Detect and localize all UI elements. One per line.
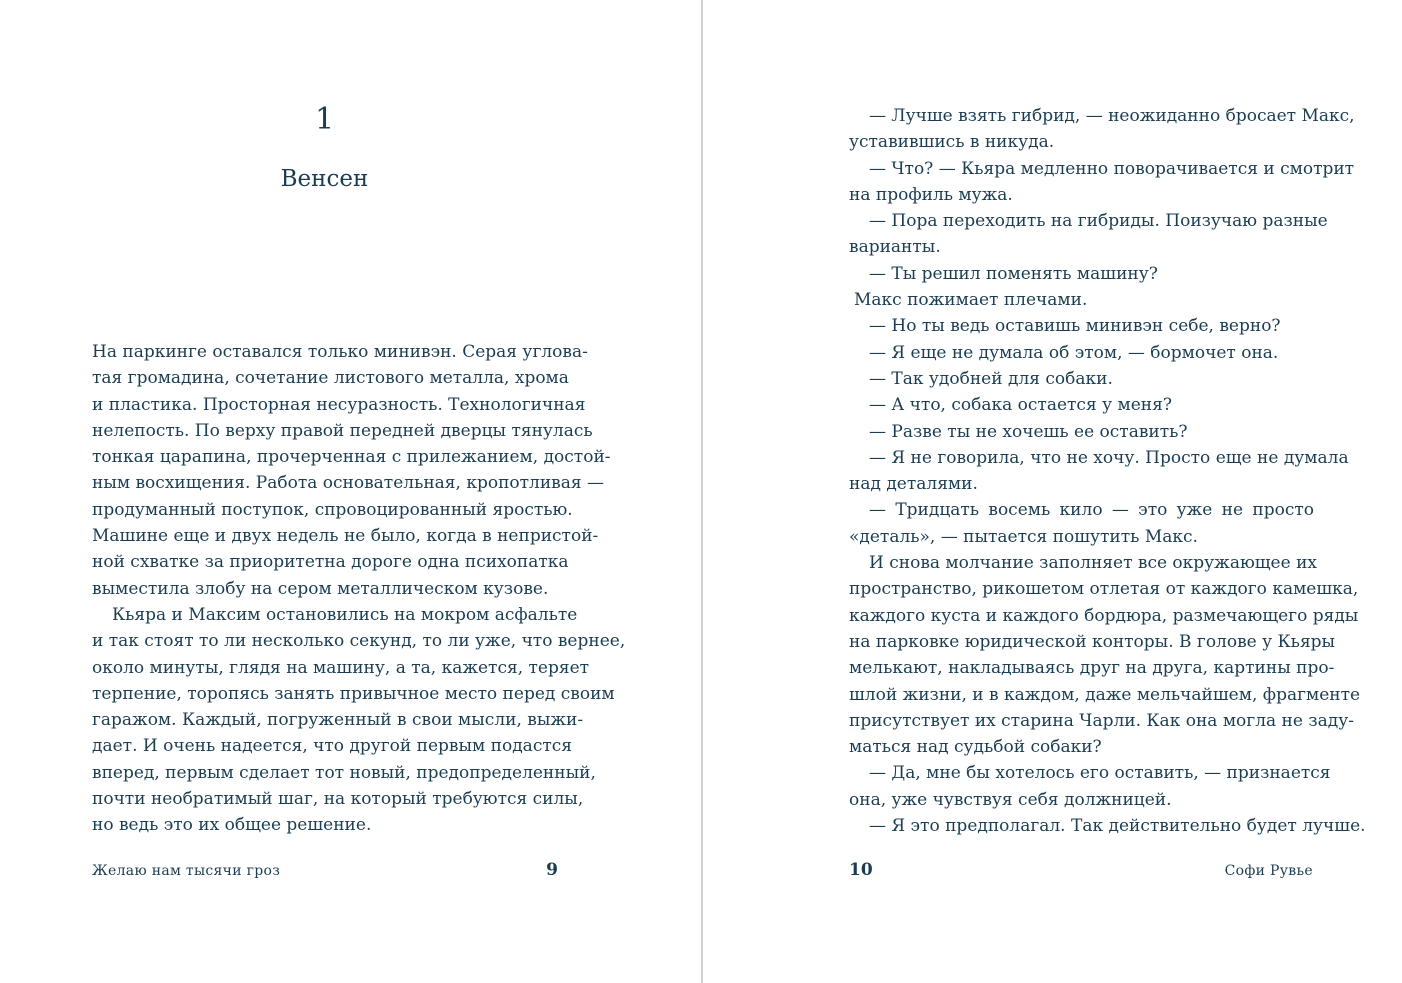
text-line: терпение, торопясь занять привычное место перед своим [92, 683, 615, 704]
text-line: она, уже чувствуя себя должницей. [849, 789, 1172, 810]
text-line: — Что? — Кьяра медленно поворачивается и смотрит [869, 158, 1355, 179]
text-line: дает. И очень надеется, что другой первым подастся [92, 736, 572, 757]
text-line: — Тридцать восемь кило — это уже не просто [869, 500, 1314, 521]
text-line: и так стоят то ли несколько секунд, то ли уже, что вернее, [92, 631, 626, 652]
text-line: продуманный поступок, спровоцированный яростью. [92, 499, 573, 520]
text-line: Машине еще и двух недель не было, когда в непристой- [92, 526, 599, 547]
text-line: — Ты решил поменять машину? [869, 263, 1158, 284]
text-line: — Лучше взять гибрид, — неожиданно бросает Макс, [869, 106, 1355, 126]
text-line: нелепость. По верху правой передней дверцы тянулась [92, 420, 593, 441]
text-line: почти необратимый шаг, на который требуются силы, [92, 789, 584, 810]
text-line: шлой жизни, и в каждом, даже мельчайшем, фрагменте [849, 684, 1361, 705]
text-line: уставившись в никуда. [849, 132, 1055, 153]
text-line: — Но ты ведь оставишь минивэн себе, верно? [869, 316, 1281, 337]
text-line: вперед, первым сделает тот новый, предопределенный, [92, 762, 596, 783]
text-line: — Пора переходить на гибриды. Поизучаю разные [869, 211, 1328, 232]
text-line: варианты. [849, 237, 941, 258]
text-line: и пластика. Просторная несуразность. Технологичная [92, 394, 586, 415]
text-line: Макс пожимает плечами. [854, 290, 1088, 311]
page-number: 9 [546, 860, 558, 880]
text-line: — Да, мне бы хотелось его оставить, — признается [869, 763, 1331, 784]
text-line: — Так удобней для собаки. [869, 368, 1113, 389]
left-page-text [92, 339, 626, 839]
text-line: Кьяра и Максим остановились на мокром асфальте [112, 604, 578, 625]
text-line: ной схватке за приоритетна дороге одна психопатка [92, 552, 569, 573]
text-line: На паркинге оставался только минивэн. Серая углова- [92, 342, 588, 362]
text-line: гаражом. Каждый, погруженный в свои мысли, выжи- [92, 710, 584, 731]
text-line: над деталями. [849, 474, 978, 495]
text-line: «деталь», — пытается пошутить Макс. [849, 526, 1198, 547]
text-line: — А что, собака остается у меня? [869, 395, 1172, 416]
text-line: около минуты, глядя на машину, а та, кажется, теряет [92, 657, 590, 678]
text-line: — Я это предполагал. Так действительно будет лучше. [869, 816, 1366, 837]
text-line: — Я еще не думала об этом, — бормочет она. [869, 342, 1279, 363]
text-line: И снова молчание заполняет все окружающее их [869, 553, 1318, 574]
page-number: 10 [849, 860, 873, 880]
text-line: — Разве ты не хочешь ее оставить? [869, 421, 1188, 442]
text-line: тонкая царапина, прочерченная с прилежанием, достой- [92, 447, 611, 468]
text-line: мелькают, накладываясь друг на друга, картины про- [849, 658, 1335, 679]
running-footer-author: Софи Рувье [1224, 863, 1313, 879]
text-line: на профиль мужа. [849, 184, 1013, 205]
text-line: выместила злобу на сером металлическом кузове. [92, 578, 549, 599]
text-line: ным восхищения. Работа основательная, кропотливая — [92, 473, 605, 494]
text-line: — Я не говорила, что не хочу. Просто еще не думала [869, 447, 1349, 468]
running-footer-title: Желаю нам тысячи гроз [92, 863, 281, 879]
text-line: каждого куста и каждого бордюра, размечающего ряды [849, 605, 1359, 626]
text-line: пространство, рикошетом отлетая от каждого камешка, [849, 579, 1359, 600]
chapter-title: Венсен [280, 166, 369, 192]
chapter-number: 1 [314, 102, 335, 137]
text-line: но ведь это их общее решение. [92, 815, 372, 836]
right-page [703, 0, 1402, 983]
text-line: тая громадина, сочетание листового металла, хрома [92, 368, 569, 389]
right-page-text [849, 103, 1366, 839]
text-line: маться над судьбой собаки? [849, 737, 1102, 758]
text-line: присутствует их старина Чарли. Как она могла не заду- [849, 710, 1354, 731]
text-line: на парковке юридической конторы. В голове у Кьяры [849, 631, 1336, 652]
